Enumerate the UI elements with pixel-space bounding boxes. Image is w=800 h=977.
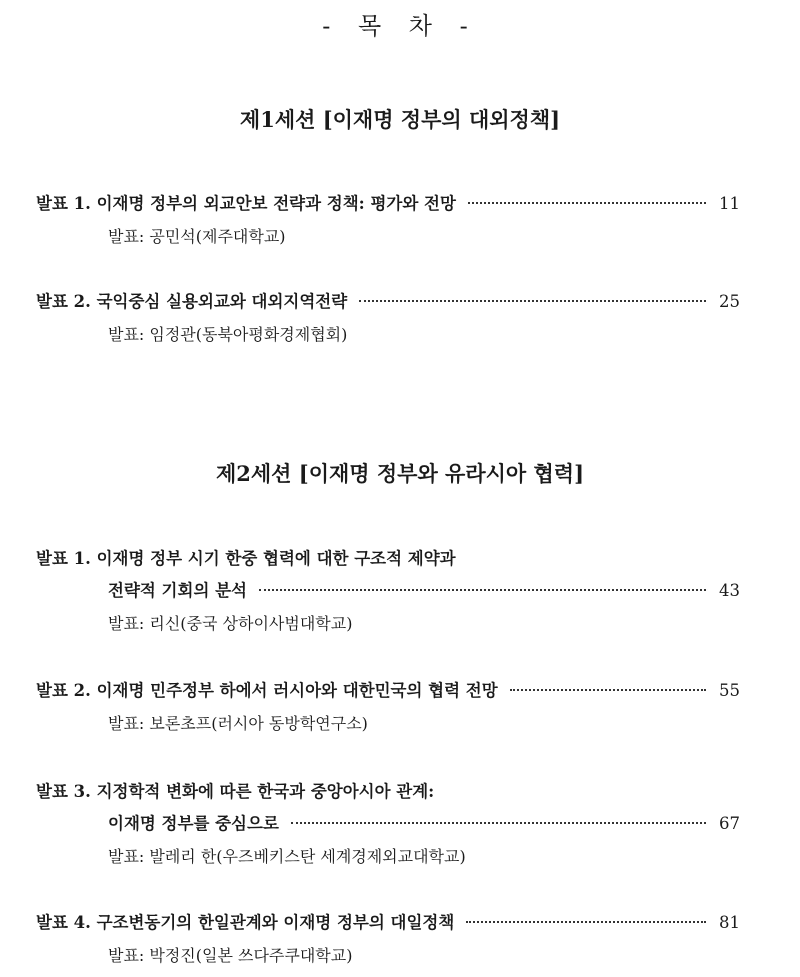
talk-title: 발표 4. 구조변동기의 한일관계와 이재명 정부의 대일정책 bbox=[36, 913, 455, 932]
page-number: 25 bbox=[719, 292, 740, 311]
page-number: 81 bbox=[719, 913, 740, 932]
talk-title: 발표 2. 이재명 민주정부 하에서 러시아와 대한민국의 협력 전망 bbox=[36, 681, 498, 700]
leader-dots bbox=[259, 589, 706, 591]
page-number: 67 bbox=[719, 814, 740, 833]
toc-entry[interactable] bbox=[36, 288, 740, 350]
leader-dots bbox=[466, 921, 706, 923]
talk-title: 발표 1. 이재명 정부 시기 한중 협력에 대한 구조적 제약과 bbox=[36, 549, 456, 568]
toc-entry[interactable] bbox=[36, 677, 740, 739]
leader-dots bbox=[359, 300, 706, 302]
talk-title-continued: 전략적 기회의 분석 bbox=[108, 581, 248, 600]
toc-entry[interactable] bbox=[36, 909, 740, 971]
toc-entry[interactable] bbox=[36, 545, 740, 639]
talk-title: 발표 3. 지정학적 변화에 따른 한국과 중앙아시아 관계: bbox=[36, 782, 435, 801]
session-2-heading: 제2세션 [이재명 정부와 유라시아 협력] bbox=[215, 461, 585, 486]
presenter: 발표: 임정관(동북아평화경제협회) bbox=[108, 325, 348, 344]
talk-title: 발표 2. 국익중심 실용외교와 대외지역전략 bbox=[36, 292, 348, 311]
session-1-heading: 제1세션 [이재명 정부의 대외정책] bbox=[239, 107, 561, 132]
page-number: 55 bbox=[719, 681, 740, 700]
leader-dots bbox=[510, 689, 706, 691]
page-number: 11 bbox=[719, 194, 740, 213]
presenter: 발표: 보론초프(러시아 동방학연구소) bbox=[108, 714, 368, 733]
leader-dots bbox=[291, 822, 706, 824]
toc-title: - 목 차 - bbox=[322, 12, 478, 40]
presenter: 발표: 발레리 한(우즈베키스탄 세계경제외교대학교) bbox=[108, 847, 466, 866]
presenter: 발표: 리신(중국 상하이사범대학교) bbox=[108, 614, 353, 633]
talk-title-continued: 이재명 정부를 중심으로 bbox=[108, 814, 279, 833]
toc-entry[interactable] bbox=[36, 190, 740, 252]
presenter: 발표: 박정진(일본 쓰다주쿠대학교) bbox=[108, 946, 353, 965]
talk-title: 발표 1. 이재명 정부의 외교안보 전략과 정책: 평가와 전망 bbox=[36, 194, 456, 213]
presenter: 발표: 공민석(제주대학교) bbox=[108, 227, 286, 246]
toc-entry[interactable] bbox=[36, 778, 740, 872]
leader-dots bbox=[468, 202, 706, 204]
page-number: 43 bbox=[719, 581, 740, 600]
